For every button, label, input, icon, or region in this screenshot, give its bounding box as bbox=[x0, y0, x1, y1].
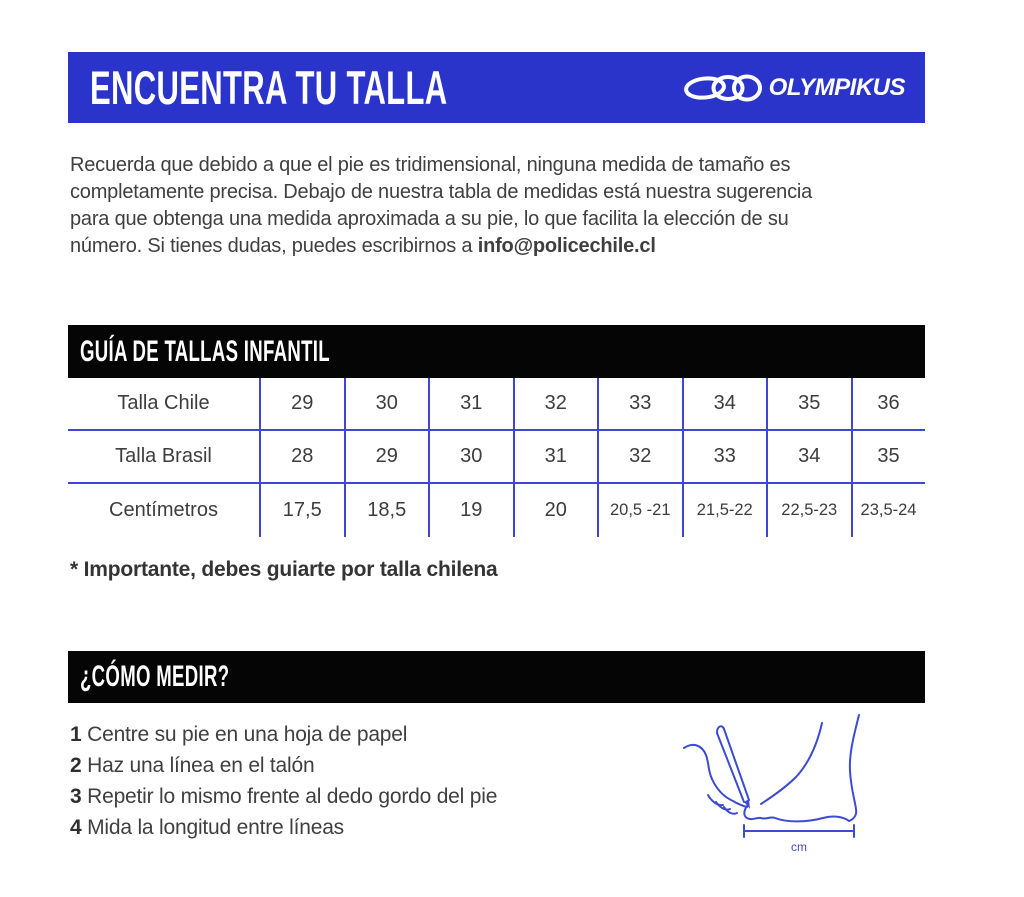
row-label: Centímetros bbox=[68, 484, 261, 537]
size-value-cell: 34 bbox=[684, 378, 769, 429]
measure-step bbox=[70, 812, 497, 843]
hand-finger-line bbox=[724, 807, 737, 814]
size-value-cell: 35 bbox=[877, 445, 900, 467]
table-row bbox=[68, 431, 925, 484]
size-value-cell: 20,5 -21 bbox=[599, 484, 684, 537]
size-value-cell: 32 bbox=[599, 431, 684, 482]
foot-measure-illustration bbox=[660, 705, 960, 870]
size-guide-title: GUÍA DE TALLAS INFANTIL bbox=[80, 334, 330, 368]
table-row bbox=[68, 378, 925, 431]
header-banner bbox=[68, 52, 925, 123]
size-value-cell: 33 bbox=[599, 378, 684, 429]
row-label: Talla Brasil bbox=[68, 431, 261, 482]
size-guide-section-header bbox=[68, 325, 925, 378]
hand-finger-line bbox=[708, 795, 723, 805]
size-value-cell: 29 bbox=[346, 431, 431, 482]
size-value-cell: 28 bbox=[261, 431, 346, 482]
size-value-cell: 36 bbox=[877, 392, 900, 414]
measure-step bbox=[70, 750, 497, 781]
row-label: Talla Chile bbox=[68, 378, 261, 429]
step-number: 2 bbox=[70, 754, 82, 777]
size-value-cell: 17,5 bbox=[261, 484, 346, 537]
size-value-cell: 18,5 bbox=[346, 484, 431, 537]
step-number: 3 bbox=[70, 785, 82, 808]
olympikus-logo bbox=[684, 52, 905, 123]
size-value-cell: 22,5-23 bbox=[768, 484, 853, 537]
how-to-measure-section-header bbox=[68, 651, 925, 703]
hand-wrist-line bbox=[684, 745, 712, 779]
size-value-cell: 30 bbox=[346, 378, 431, 429]
measure-steps bbox=[70, 719, 497, 843]
intro-line: para que obtenga una medida aproximada a su pie, lo que facilita la elección de su bbox=[70, 208, 789, 230]
cm-label: cm bbox=[791, 840, 807, 854]
size-value-cell: 32 bbox=[515, 378, 600, 429]
size-value-cell: 30 bbox=[430, 431, 515, 482]
size-value-cell: 29 bbox=[261, 378, 346, 429]
size-value-cell: 34 bbox=[768, 431, 853, 482]
step-text: Repetir lo mismo frente al dedo gordo del pie bbox=[81, 785, 498, 808]
olympikus-rings-icon bbox=[684, 68, 762, 108]
intro-line: completamente precisa. Debajo de nuestra tabla de medidas está nuestra sugerencia bbox=[70, 181, 813, 203]
measure-step bbox=[70, 781, 497, 812]
intro-line: número. Si tienes dudas, puedes escribirnos a bbox=[70, 235, 478, 257]
step-text: Mida la longitud entre líneas bbox=[81, 816, 344, 839]
page-title: ENCUENTRA TU TALLA bbox=[90, 61, 448, 114]
size-value-cell: 31 bbox=[515, 431, 600, 482]
size-value-cell: 31 bbox=[430, 378, 515, 429]
intro-paragraph bbox=[70, 152, 940, 260]
step-number: 4 bbox=[70, 816, 82, 839]
size-value-cell: 35 bbox=[768, 378, 853, 429]
important-note: * Importante, debes guiarte por talla chilena bbox=[70, 558, 498, 581]
size-value-cell: 20 bbox=[515, 484, 600, 537]
step-text: Haz una línea en el talón bbox=[81, 754, 315, 777]
olympikus-wordmark: OLYMPIKUS bbox=[768, 73, 905, 101]
intro-line: Recuerda que debido a que el pie es tridimensional, ninguna medida de tamaño es bbox=[70, 154, 791, 176]
size-value-cell: 33 bbox=[684, 431, 769, 482]
measure-step bbox=[70, 719, 497, 750]
pen-edge-line bbox=[724, 729, 749, 800]
foot-back-line bbox=[849, 715, 859, 821]
size-value-cell: 19 bbox=[430, 484, 515, 537]
contact-email-link[interactable]: info@policechile.cl bbox=[477, 235, 656, 257]
table-row bbox=[68, 484, 925, 537]
foot-shin-line bbox=[761, 723, 822, 804]
size-value-cell: 21,5-22 bbox=[684, 484, 769, 537]
step-text: Centre su pie en una hoja de papel bbox=[81, 723, 408, 746]
step-number: 1 bbox=[70, 723, 82, 746]
foot-sole-line bbox=[744, 806, 849, 821]
size-value-cell: 23,5-24 bbox=[860, 501, 917, 519]
how-to-measure-title: ¿CÓMO MEDIR? bbox=[80, 660, 230, 693]
size-table bbox=[68, 378, 925, 537]
pen-top-line bbox=[717, 726, 724, 733]
